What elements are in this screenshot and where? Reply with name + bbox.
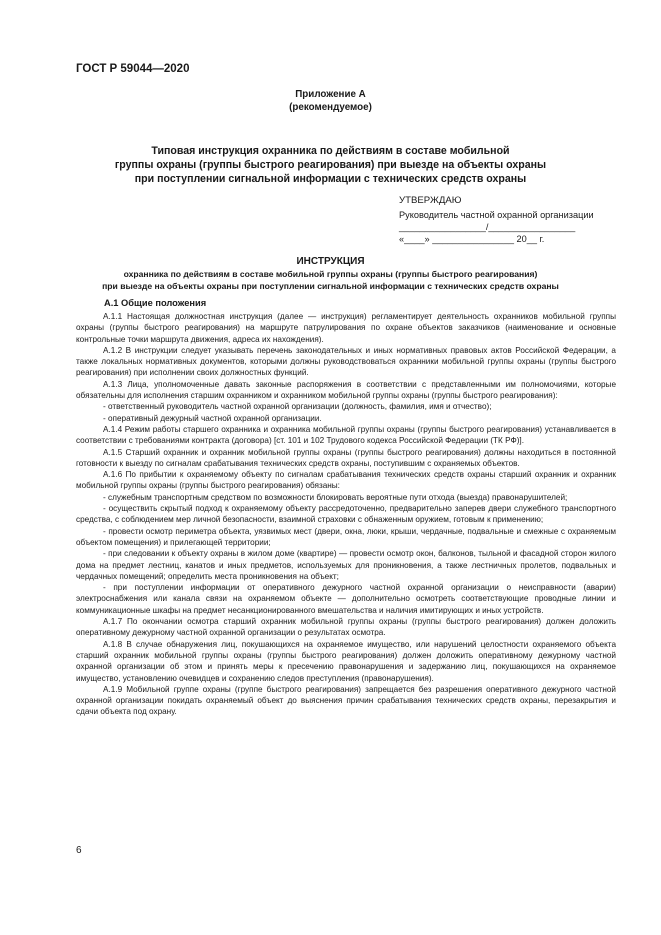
doc-title-line-3: при поступлении сигнальной информации с технических средств охраны (134, 173, 527, 185)
list-item: - служебным транспортным средством по возможности блокировать вероятные пути отхода (выезда) правонарушителей; (103, 492, 568, 502)
appendix-title: Приложение А (295, 89, 366, 100)
approval-date-line: «____» ________________ 20__ г. (399, 234, 545, 244)
list-item: - оперативный дежурный частной охранной организации. (103, 413, 322, 423)
document-header: ГОСТ Р 59044—2020 (76, 63, 190, 75)
instruction-subtitle-line-2: при выезде на объекты охраны при поступлении сигнальной информации с технических средств охраны (102, 281, 559, 291)
approval-heading: УТВЕРЖДАЮ (399, 195, 462, 206)
doc-title-line-1: Типовая инструкция охранника по действиям в составе мобильной (151, 145, 510, 157)
approval-signature-line: _________________/_________________ (399, 222, 576, 232)
paragraph: А.1.8 В случае обнаружения лиц, покушающихся на охраняемое имущество, или нарушений целостности охраняемого объекта старший охранник мобильной группы охраны (группы быстрого реагирования) должен доложить оперативному дежурному частной охранной организации об этом и принять меры к пресечению правонарушения и задержанию лиц, покушающихся на охраняемое имущество, установлению очевидцев и сохранению следов преступления (правонарушения). (76, 639, 616, 683)
paragraph: А.1.7 По окончании осмотра старший охранник мобильной группы охраны (группы быстрого реагирования) должен доложить оперативному дежурному частной охранной организации о результатах осмотра. (76, 617, 616, 638)
body-text (76, 311, 616, 718)
list-item: - ответственный руководитель частной охранной организации (должность, фамилия, имя и отчество); (103, 402, 492, 412)
list-item: - при следовании к объекту охраны в жилом доме (квартире) — провести осмотр окон, балконов, тыльной и фасадной сторон жилого дома на предмет лестниц, канатов и иных предметов, используемых для проникновения, а также лестничных пролетов, подвальных и чердачных помещений; определить места проникновения на объект; (76, 549, 616, 581)
list-item: - при поступлении информации от оперативного дежурного частной охранной организации о неисправности (аварии) электроснабжения или канала связи на охраняемом объекте — дополнительно осмотреть соответствующие проводные линии и коммуникационные шкафы на предмет несанкционированного вмешательства и наличия имитирующих и иных устройств. (76, 583, 616, 615)
paragraph: А.1.6 По прибытии к охраняемому объекту по сигналам срабатывания технических средств охраны старший охранник и охранник мобильной группы охраны (группы быстрого реагирования) обязаны: (76, 470, 616, 491)
approval-position: Руководитель частной охранной организации (399, 210, 594, 220)
page-number: 6 (76, 845, 82, 856)
list-item: - осуществить скрытый подход к охраняемому объекту рассредоточенно, предварительно заперев двери служебного транспортного средства, с соблюдением мер личной безопасности, взаимной страховки с обнаженным оружием, готовым к применению; (76, 504, 616, 525)
instruction-subtitle-line-1: охранника по действиям в составе мобильной группы охраны (группы быстрого реагирования) (123, 269, 538, 279)
section-heading: А.1 Общие положения (104, 298, 207, 308)
paragraph: А.1.2 В инструкции следует указывать перечень законодательных и иных нормативных правовых актов Российской Федерации, а также локальных нормативных документов, которыми должны руководствоваться охранники мобильной группы охраны (группы быстрого реагирования) при исполнении своих должностных функций. (76, 345, 616, 378)
paragraph: А.1.9 Мобильной группе охраны (группе быстрого реагирования) запрещается без разрешения оперативного дежурного частной охранной организации покидать охраняемый объект до выяснения причин срабатывания технических средств охраны, перезакрытия и сдачи объекта под охрану. (76, 684, 616, 717)
paragraph: А.1.3 Лица, уполномоченные давать законные распоряжения в соответствии с представленными им полномочиями, которые обязательны для исполнения старшим охранником и охранником мобильной группы охраны (группы быстрого реагирования): (76, 379, 616, 401)
instruction-title: ИНСТРУКЦИЯ (296, 256, 365, 267)
paragraph: А.1.4 Режим работы старшего охранника и охранника мобильной группы охраны (группы быстрого реагирования) устанавливается в соответствии с требованиями контракта (договора) [ст. 101 и 102 Трудового кодекса Российской Федерации (ТК РФ)]. (76, 424, 616, 446)
list-item: - провести осмотр периметра объекта, уязвимых мест (двери, окна, люки, крыши, чердачные, подвальные и смежные с охраняемым объектом помещения) и прилегающей территории; (76, 526, 616, 547)
appendix-subtitle: (рекомендуемое) (289, 102, 372, 113)
doc-title-line-2: группы охраны (группы быстрого реагирования) при выезде на объекты охраны (114, 159, 547, 171)
paragraph: А.1.1 Настоящая должностная инструкция (далее — инструкция) регламентирует деятельность охранников мобильной группы охраны (группы быстрого реагирования) на маршруте патрулирования по охране объектов заказчиков (наименование и основные контрольные точки маршрута движения, адреса их нахождения). (76, 312, 616, 344)
paragraph: А.1.5 Старший охранник и охранник мобильной группы охраны (группы быстрого реагирования) должны находиться в постоянной готовности к выезду по сигналам срабатывания технических средств охраны, поступившим с охраняемых объектов. (76, 447, 616, 468)
